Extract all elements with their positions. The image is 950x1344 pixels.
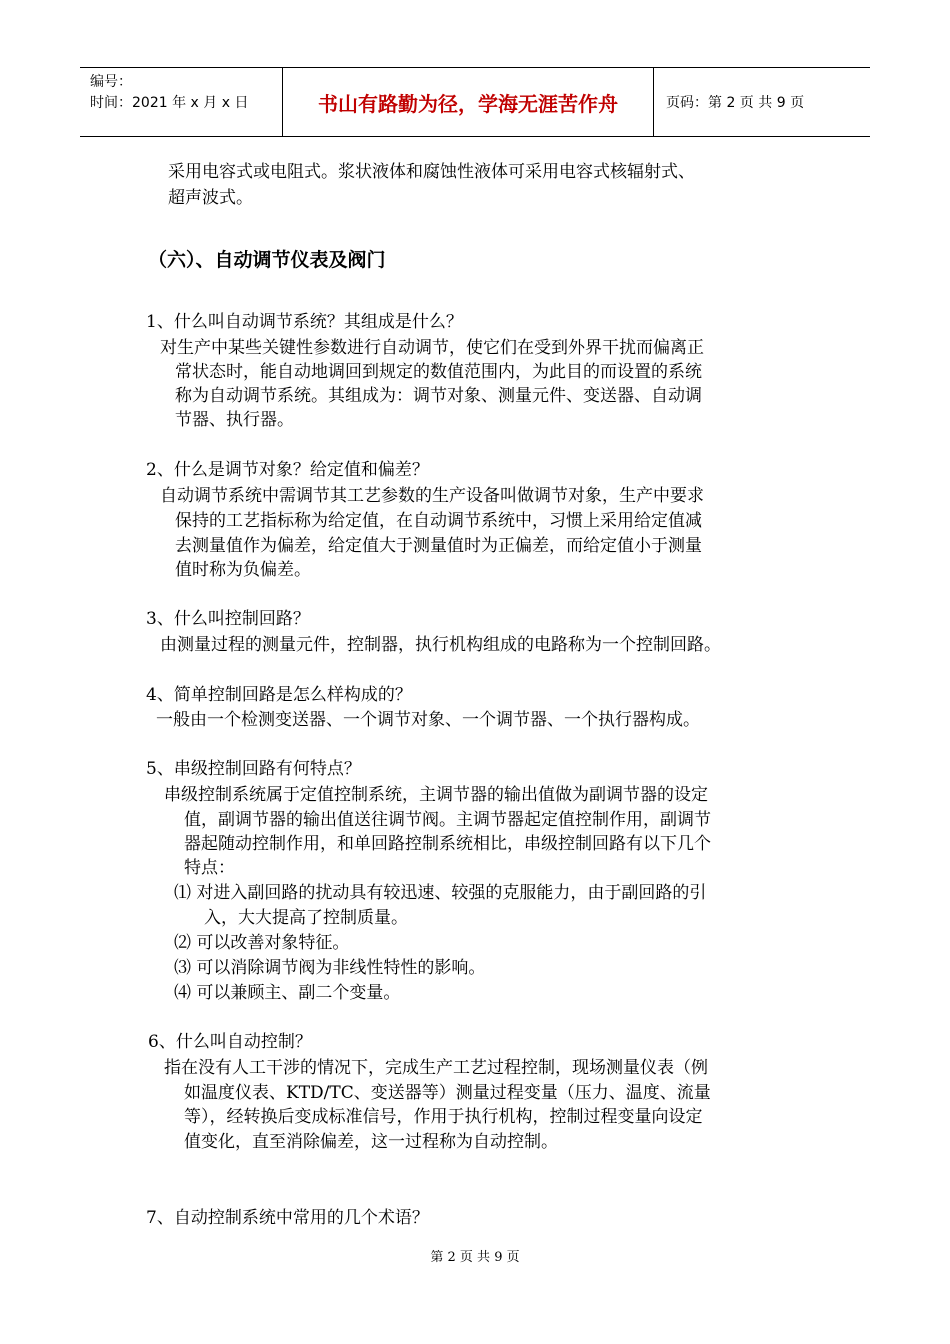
answer-1-line: 常状态时，能自动地调回到规定的数值范围内，为此目的而设置的系统	[175, 362, 702, 382]
feature-item-continuation: 入，大大提高了控制质量。	[204, 908, 408, 928]
answer-2-line: 去测量值作为偏差，给定值大于测量值时为正偏差，而给定值小于测量	[175, 536, 702, 556]
answer-5-line: 器起随动控制作用，和单回路控制系统相比，串级控制回路有以下几个	[184, 834, 711, 854]
question-1: 1、什么叫自动调节系统？其组成是什么？	[146, 312, 463, 332]
header-meta-cell	[80, 68, 283, 136]
document-number-label: 编号：	[90, 74, 132, 90]
feature-item: ⑶ 可以消除调节阀为非线性特性的影响。	[174, 958, 486, 978]
feature-item: ⑵ 可以改善对象特征。	[174, 933, 350, 953]
question-2: 2、什么是调节对象？给定值和偏差？	[146, 460, 429, 480]
header-page-code: 页码：第 2 页 共 9 页	[666, 95, 805, 111]
answer-1-line: 称为自动调节系统。其组成为：调节对象、测量元件、变送器、自动调	[175, 386, 702, 406]
answer-6-line: 指在没有人工干涉的情况下，完成生产工艺过程控制，现场测量仪表（例	[164, 1058, 708, 1078]
intro-line: 采用电容式或电阻式。浆状液体和腐蚀性液体可采用电容式核辐射式、	[168, 162, 695, 182]
answer-2-line: 自动调节系统中需调节其工艺参数的生产设备叫做调节对象，生产中要求	[160, 486, 704, 506]
question-4: 4、简单控制回路是怎么样构成的？	[146, 685, 412, 705]
feature-item: ⑴ 对进入副回路的扰动具有较迅速、较强的克服能力，由于副回路的引	[174, 883, 707, 903]
document-date: 时间：2021 年 x 月 x 日	[90, 95, 249, 111]
question-7: 7、自动控制系统中常用的几个术语？	[146, 1208, 429, 1228]
answer-5-line: 串级控制系统属于定值控制系统，主调节器的输出值做为副调节器的设定	[164, 785, 708, 805]
page-footer: 第 2 页 共 9 页	[430, 1250, 520, 1265]
answer-6-line: 值变化，直至消除偏差，这一过程称为自动控制。	[184, 1132, 558, 1152]
answer-2-line: 值时称为负偏差。	[175, 560, 311, 580]
question-3: 3、什么叫控制回路？	[146, 609, 310, 629]
answer-4-line: 一般由一个检测变送器、一个调节对象、一个调节器、一个执行器构成。	[156, 710, 700, 730]
question-5: 5、串级控制回路有何特点？	[146, 759, 361, 779]
answer-1-line: 对生产中某些关键性参数进行自动调节，使它们在受到外界干扰而偏离正	[160, 338, 704, 358]
answer-5-line: 值，副调节器的输出值送往调节阀。主调节器起定值控制作用，副调节	[184, 810, 711, 830]
answer-3-line: 由测量过程的测量元件，控制器，执行机构组成的电路称为一个控制回路。	[160, 635, 721, 655]
question-6: 6、什么叫自动控制？	[148, 1032, 312, 1052]
answer-2-line: 保持的工艺指标称为给定值，在自动调节系统中，习惯上采用给定值减	[175, 511, 702, 531]
header-motto: 书山有路勤为径，学海无涯苦作舟	[283, 68, 654, 136]
section-title: （六）、自动调节仪表及阀门	[148, 249, 386, 271]
answer-1-line: 节器、执行器。	[175, 410, 294, 430]
answer-6-line: 如温度仪表、KTD/TC、变送器等）测量过程变量（压力、温度、流量	[184, 1083, 711, 1103]
feature-item: ⑷ 可以兼顾主、副二个变量。	[174, 983, 401, 1003]
intro-line: 超声波式。	[168, 188, 253, 208]
page-header	[80, 67, 870, 137]
answer-6-line: 等），经转换后变成标准信号，作用于执行机构，控制过程变量向设定	[184, 1107, 703, 1127]
answer-5-line: 特点：	[184, 858, 235, 878]
